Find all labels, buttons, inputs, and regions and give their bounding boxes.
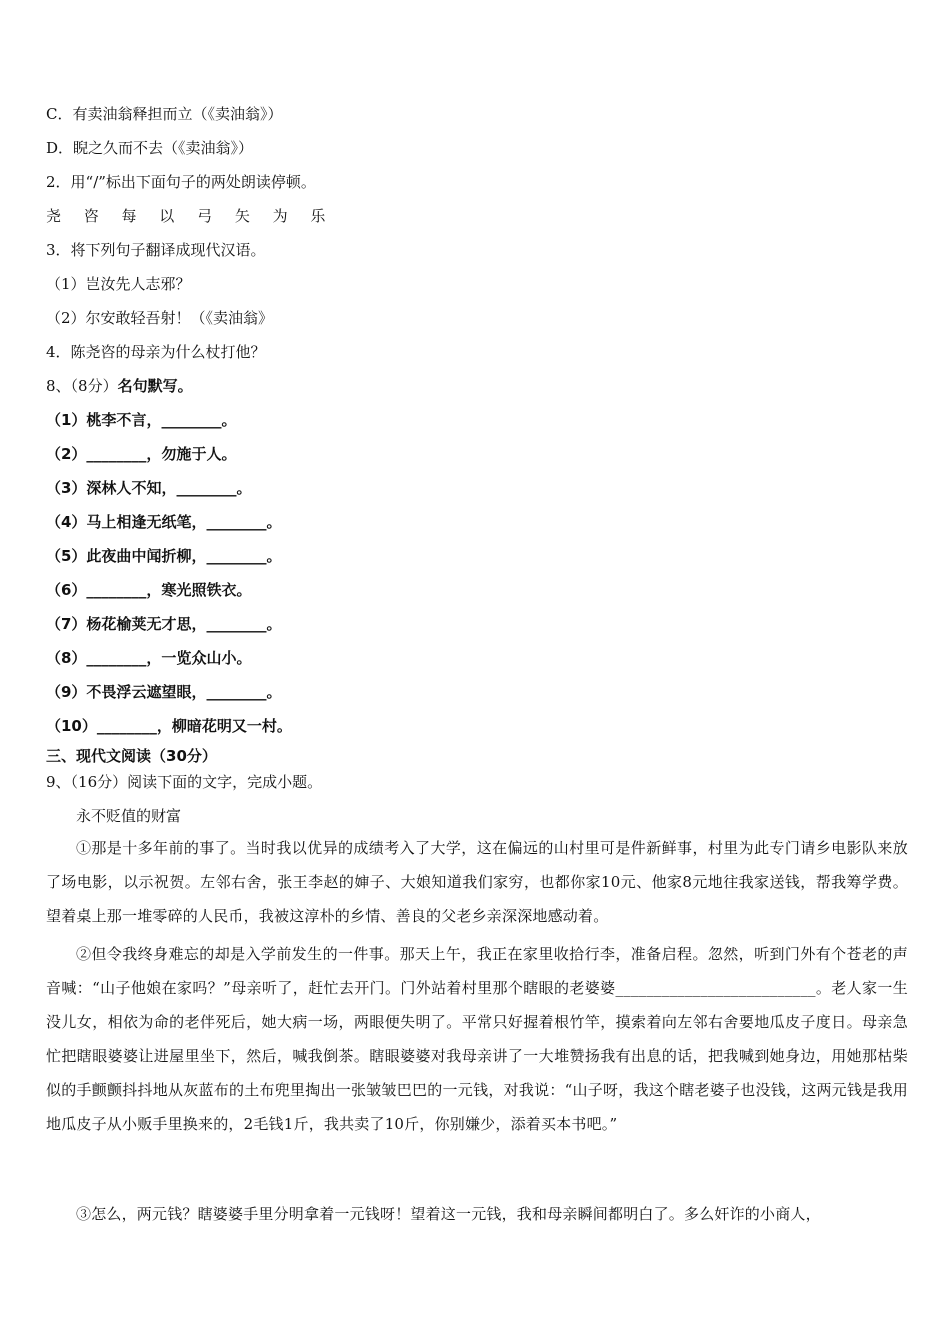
couplet-item: （7）杨花榆荚无才思，________。 [46,615,282,633]
couplet-item: （2）________，勿施于人。 [46,445,237,463]
couplet-item: （4）马上相逢无纸笔，________。 [46,513,282,531]
question-4: 4．陈尧咨的母亲为什么杖打他？ [46,343,266,361]
question-2: 2．用“/”标出下面句子的两处朗读停顿。 [46,173,316,191]
passage-paragraph-3: ③怎么，两元钱？瞎婆婆手里分明拿着一元钱呀！望着这一元钱，我和母亲瞬间都明白了。多么奸诈的小商人， [76,1205,821,1223]
question-3: 3．将下列句子翻译成现代汉语。 [46,241,266,259]
couplet-item: （6）________，寒光照铁衣。 [46,581,252,599]
translate-item-1: （1）岂汝先人志邪？ [46,275,191,293]
couplet-item: （5）此夜曲中闻折柳，________。 [46,547,282,565]
question-9: 9、（16分）阅读下面的文字，完成小题。 [46,773,323,791]
section-3-heading: 三、现代文阅读（30分） [46,747,217,765]
option-d: D．睨之久而不去（《卖油翁》） [46,139,254,157]
pause-sentence: 尧 咨 每 以 弓 矢 为 乐 [46,207,335,225]
passage-paragraph-1: ①那是十多年前的事了。当时我以优异的成绩考入了大学，这在偏远的山村里可是件新鲜事，村里为此专门请乡电影队来放了场电影，以示祝贺。左邻右舍，张王李赵的婶子、大娘知道我们家穷，也都你家10元、他家8元地往我家送钱，帮我筹学费。望着桌上那一堆零碎的人民币，我被这淳朴的乡情、善良的父老乡亲深深地感动着。 [46,839,908,925]
question-8 [46,376,193,396]
couplet-item: （10）________，柳暗花明又一村。 [46,717,292,735]
option-c: C．有卖油翁释担而立（《卖油翁》） [46,105,283,123]
passage-title: 永不贬值的财富 [76,807,182,825]
question-8-title: 名句默写。 [117,377,193,395]
translate-item-2: （2）尔安敢轻吾射！（《卖油翁》 [46,309,274,327]
couplet-item: （1）桃李不言，________。 [46,411,237,429]
passage-paragraph-2: ②但令我终身难忘的却是入学前发生的一件事。那天上午，我正在家里收拾行李，准备启程。忽然，听到门外有个苍老的声音喊：“山子他娘在家吗？”母亲听了，赶忙去开门。门外站着村里那个瞎眼的老婆婆__________________________。老人家一生没儿女，相依为命的老伴死后，她大病一场，两眼便失明了。平常只好握着根竹竿，摸索着向左邻右舍要地瓜皮子度日。母亲急忙把瞎眼婆婆让进屋里坐下，然后，喊我倒茶。瞎眼婆婆对我母亲讲了一大堆赞扬我有出息的话，把我喊到她身边，用她那枯柴似的手颤颤抖抖地从灰蓝布的土布兜里掏出一张皱皱巴巴的一元钱，对我说：“山子呀，我这个瞎老婆子也没钱，这两元钱是我用地瓜皮子从小贩手里换来的，2毛钱1斤，我共卖了10斤，你别嫌少，添着买本书吧。” [46,945,908,1133]
couplet-item: （9）不畏浮云遮望眼，________。 [46,683,282,701]
couplet-item: （3）深林人不知，________。 [46,479,252,497]
couplet-item: （8）________，一览众山小。 [46,649,252,667]
question-8-prefix: 8、（8分） [46,377,118,395]
